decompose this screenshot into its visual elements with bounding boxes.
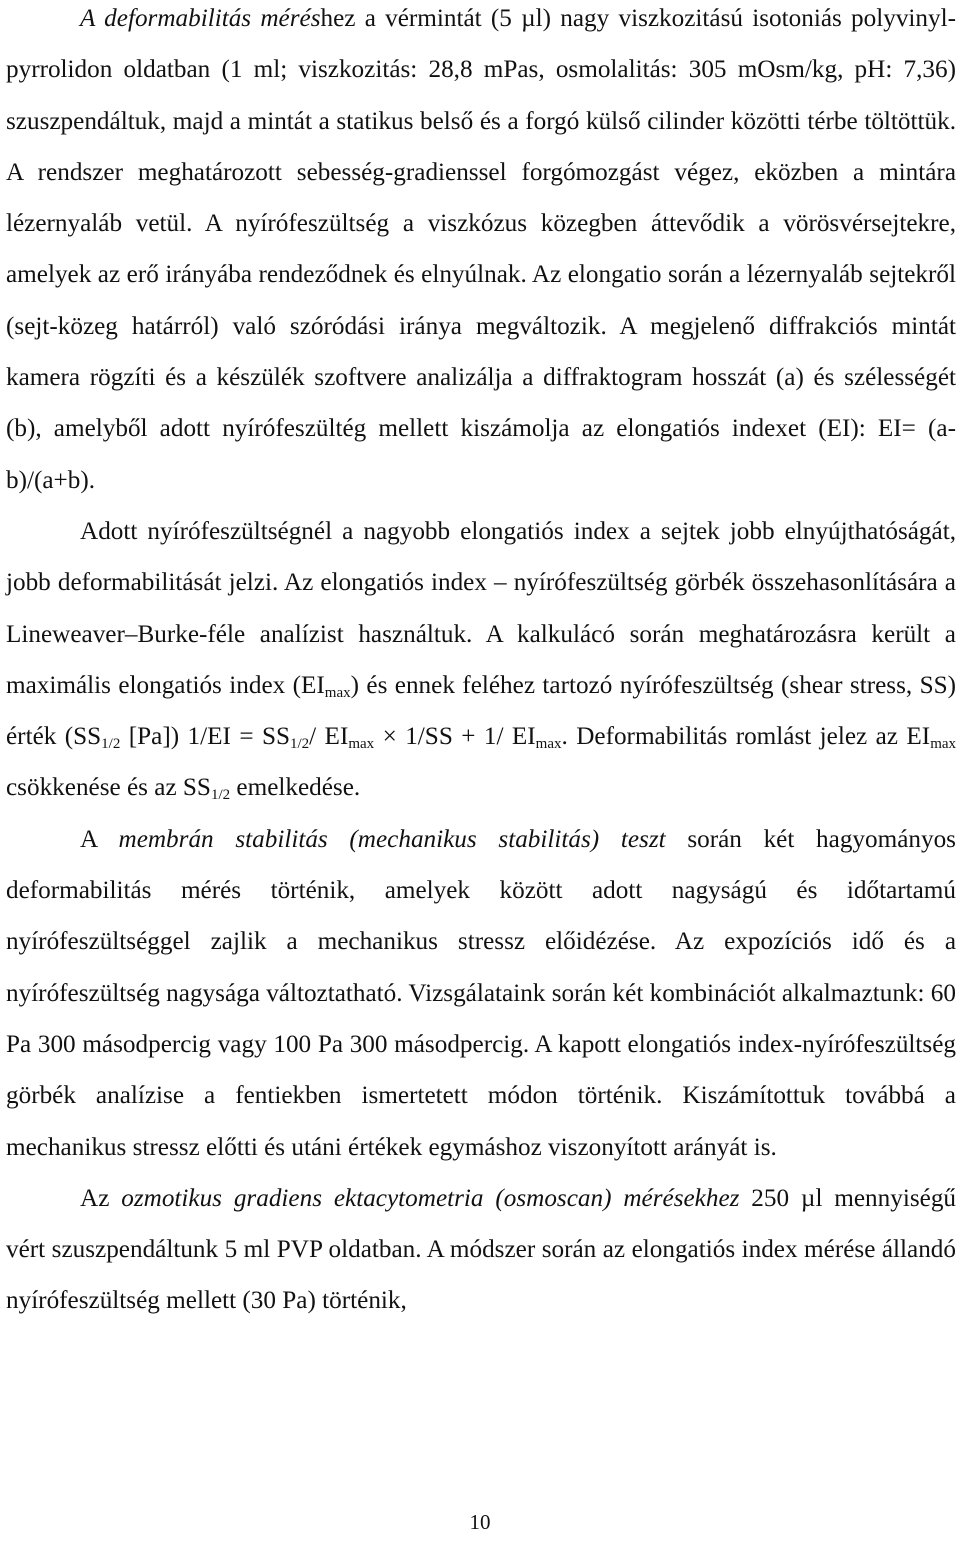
subscript: 1/2 [289, 736, 310, 753]
subscript: max [348, 736, 375, 753]
page-number: 10 [469, 1510, 491, 1534]
paragraph-text: A [80, 825, 119, 853]
subscript: max [535, 736, 562, 753]
paragraph-text: során két hagyományos deformabilitás mérés történik, amelyek között adott nagyságú és időtartamú nyírófeszültséggel zajlik a mechanikus stressz előidézése. Az expozíciós idő és a nyírófeszültség nagysága változtatható. Vizsgálataink során két kombinációt alkalmaztunk: 60 Pa 300 másodpercig vagy 100 Pa 300 másodpercig. A kapott elongatiós index-nyírófeszültség görbék analízise a fentiekben ismertetett módon történik. Kiszámítottuk továbbá a mechanikus stressz előtti és utáni értékek egymáshoz viszonyított arányát is. [6, 825, 956, 1161]
paragraph-text: / EI [309, 723, 349, 751]
paragraph-text: csökkenése és az SS [6, 774, 211, 802]
paragraph-text: emelkedése. [230, 774, 361, 802]
italic-term: A deformabilitás mérés [80, 5, 321, 32]
paragraph-text: × 1/SS + 1/ EI [374, 723, 536, 751]
paragraph-membrane-stability [6, 814, 956, 1173]
subscript: 1/2 [210, 787, 231, 804]
subscript: max [324, 684, 351, 701]
paragraph-text: Az [80, 1184, 122, 1212]
paragraph-text: [Pa]) 1/EI = SS [120, 723, 290, 751]
paragraph-osmotic-gradient [6, 1173, 956, 1327]
paragraph-deformability-measurement [6, 0, 956, 506]
paragraph-text: Adott nyírófeszültségnél a nagyobb elongatiós index a sejtek jobb elnyújthatóságát, jobb deformabilitását jelzi. Az elongatiós index – nyírófeszültség görbék összehasonlítására a Lineweaver–Burke-féle analízist használtuk. A kalkulácó során meghatározásra került a maximális elongatiós index (EI [6, 517, 956, 699]
paragraph-text: . Deformabilitás romlást jelez az EI [561, 723, 931, 751]
paragraph-text: 250 µl mennyiségű vért szuszpendáltunk 5 ml PVP oldatban. A módszer során az elongatiós index mérése állandó nyírófeszültség mellett (30 Pa) történik, [6, 1184, 957, 1315]
subscript: 1/2 [101, 736, 121, 753]
subscript: max [930, 736, 957, 753]
document-page [6, 0, 956, 1541]
italic-term: membrán stabilitás (mechanikus stabilitás) teszt [118, 825, 666, 853]
italic-term: ozmotikus gradiens ektacytometria (osmoscan) mérésekhez [121, 1184, 740, 1212]
paragraph-text: ) és ennek feléhez tartozó nyírófeszültség (shear stress, SS) érték (SS [6, 671, 956, 751]
paragraph-elongation-index [6, 506, 956, 814]
paragraph-text: hez a vérmintát (5 µl) nagy viszkozitású isotoniás polyvinyl-pyrrolidon oldatban (1 ml; viszkozitás: 28,8 mPas, osmolalitás: 305 mOsm/kg, pH: 7,36) szuszpendáltuk, majd a mintát a statikus belső és a forgó külső cilinder közötti térbe töltöttük. A rendszer meghatározott sebesség-gradienssel forgómozgást végez, eközben a mintára lézernyaláb vetül. A nyírófeszültség a viszkózus közegben áttevődik a vörösvérsejtekre, amelyek az erő irányába rendeződnek és elnyúlnak. Az elongatio során a lézernyaláb sejtekről (sejt-közeg határról) való szóródási iránya megváltozik. A megjelenő diffrakciós mintát kamera rögzíti és a készülék szoftvere analizálja a diffraktogram hosszát (a) és szélességét (b), amelyből adott nyírófeszültég mellett kiszámolja az elongatiós indexet (EI): EI= (a-b)/(a+b). [6, 5, 956, 494]
